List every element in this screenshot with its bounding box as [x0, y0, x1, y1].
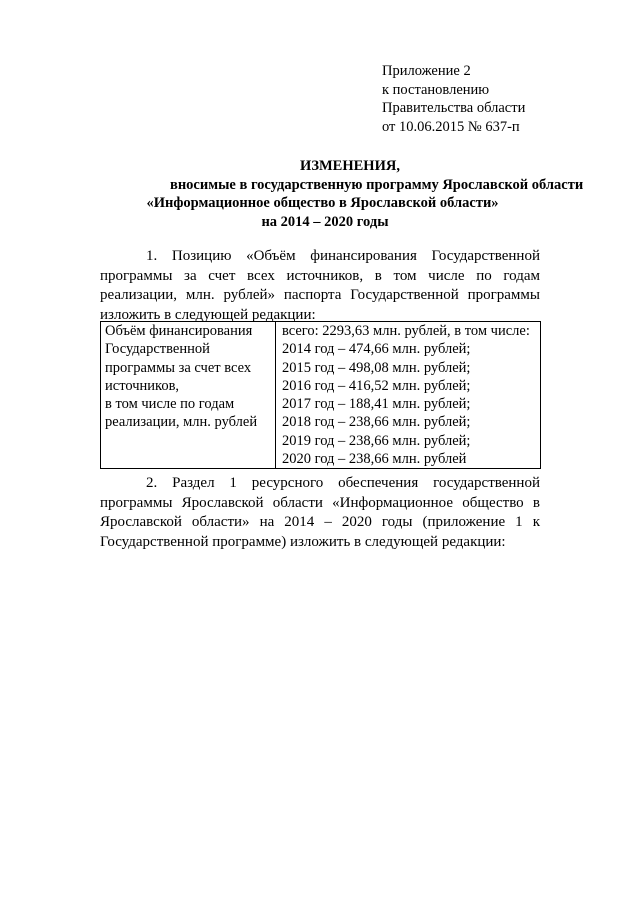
- document-title: [100, 157, 584, 231]
- value-line: 2014 год – 474,66 млн. рублей;: [282, 341, 471, 358]
- label-line: Объём финансирования: [105, 323, 253, 339]
- label-line: источников,: [105, 377, 180, 394]
- title-line: ИЗМЕНЕНИЯ,: [300, 158, 400, 174]
- annex-line: от 10.06.2015 № 637-п: [382, 118, 520, 135]
- table-cell-values: [276, 322, 541, 469]
- value-line: 2018 год – 238,66 млн. рублей;: [282, 414, 471, 431]
- label-line: в том числе по годам: [105, 396, 235, 413]
- value-line: 2019 год – 238,66 млн. рублей;: [282, 432, 471, 449]
- label-line: Государственной: [105, 341, 210, 358]
- title-line: вносимые в государственную программу Ярославской области: [170, 176, 584, 193]
- paragraph-1: 1. Позицию «Объём финансирования Государственной программы за счет всех источников, в том числе по годам реализации, млн. рублей» паспорта Государственной программы изложить в следующей редакции:: [100, 248, 540, 323]
- value-line: 2020 год – 238,66 млн. рублей: [282, 451, 467, 468]
- annex-line: к постановлению: [382, 81, 490, 98]
- annex-line: Правительства области: [382, 100, 526, 116]
- annex-line: Приложение 2: [382, 63, 471, 79]
- title-line: «Информационное общество в Ярославской области»: [146, 195, 499, 211]
- table-row: [101, 322, 541, 469]
- title-line: на 2014 – 2020 годы: [261, 213, 389, 230]
- paragraph-2: 2. Раздел 1 ресурсного обеспечения государственной программы Ярославской области «Информационное общество в Ярославской области» на 2014 – 2020 годы (приложение 1 к Государственной программе) изложить в следующей редакции:: [100, 475, 540, 550]
- table-cell-label: [101, 322, 276, 469]
- value-line: всего: 2293,63 млн. рублей, в том числе:: [282, 323, 530, 339]
- value-line: 2015 год – 498,08 млн. рублей;: [282, 359, 471, 376]
- annex-block: [382, 62, 525, 136]
- label-line: реализации, млн. рублей: [105, 414, 258, 431]
- label-line: программы за счет всех: [105, 359, 252, 376]
- value-line: 2016 год – 416,52 млн. рублей;: [282, 377, 471, 394]
- value-line: 2017 год – 188,41 млн. рублей;: [282, 396, 471, 413]
- financing-table: [100, 321, 541, 469]
